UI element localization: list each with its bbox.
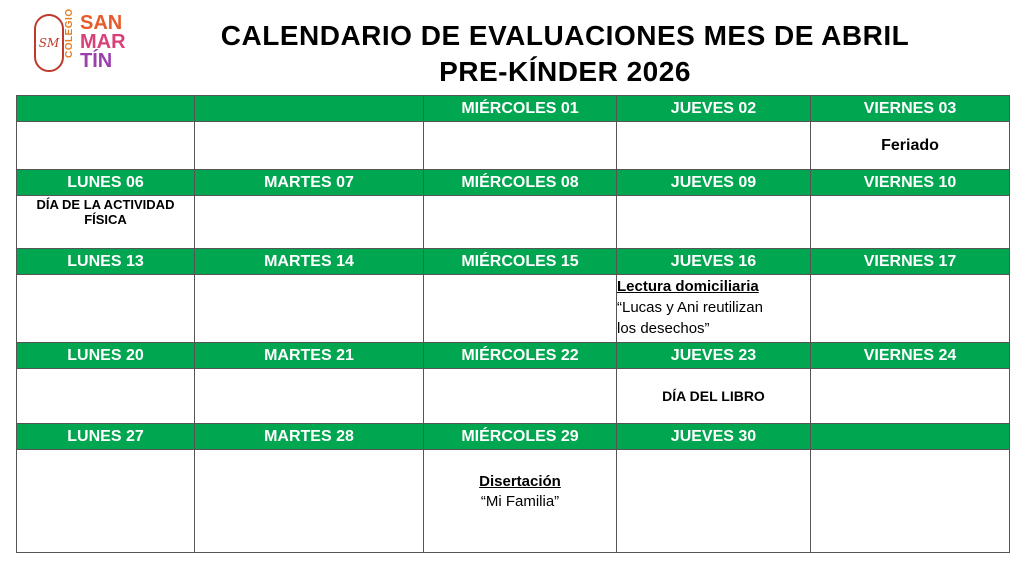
day-cell	[811, 122, 1010, 170]
day-cell	[617, 369, 811, 424]
day-cell	[195, 196, 424, 249]
day-cell	[17, 369, 195, 424]
logo-colegio-text: COLEGIO	[64, 8, 75, 58]
day-cell	[811, 196, 1010, 249]
day-cell	[424, 450, 617, 553]
event-actividad-fisica-line2: FÍSICA	[84, 212, 127, 227]
logo-word-2: MAR	[80, 31, 126, 53]
day-cell	[195, 122, 424, 170]
event-disertacion-line1: “Mi Familia”	[480, 493, 560, 510]
day-header: MIÉRCOLES 15	[424, 249, 617, 275]
day-header: LUNES 27	[17, 424, 195, 450]
week-header-row	[17, 96, 1010, 122]
day-header: VIERNES 10	[811, 170, 1010, 196]
page-subtitle: PRE-KÍNDER 2026	[439, 56, 691, 87]
day-cell	[424, 196, 617, 249]
week-body-row	[17, 450, 1010, 553]
week-header-row	[17, 170, 1010, 196]
day-header: LUNES 06	[17, 170, 195, 196]
calendar-table	[16, 95, 1010, 553]
day-header: MIÉRCOLES 08	[424, 170, 617, 196]
day-header: JUEVES 23	[617, 343, 811, 369]
week-header-row	[17, 424, 1010, 450]
school-logo	[34, 8, 144, 78]
event-feriado: Feriado	[881, 136, 939, 154]
day-header: VIERNES 17	[811, 249, 1010, 275]
logo-word-1: SAN	[80, 12, 123, 34]
day-header: VIERNES 24	[811, 343, 1010, 369]
event-disertacion-title: Disertación	[479, 473, 561, 490]
day-cell	[17, 275, 195, 343]
day-cell	[811, 275, 1010, 343]
day-header: MARTES 14	[195, 249, 424, 275]
week-header-row	[17, 249, 1010, 275]
day-header: MARTES 07	[195, 170, 424, 196]
day-cell	[617, 450, 811, 553]
week-body-row	[17, 369, 1010, 424]
week-body-row	[17, 275, 1010, 343]
day-cell	[195, 450, 424, 553]
day-header: LUNES 13	[17, 249, 195, 275]
page-title: CALENDARIO DE EVALUACIONES MES DE ABRIL	[220, 20, 910, 51]
day-header: JUEVES 30	[617, 424, 811, 450]
school-seal: SM	[34, 14, 64, 72]
week-body-row	[17, 196, 1010, 249]
day-cell	[811, 450, 1010, 553]
day-cell	[617, 275, 811, 343]
day-cell	[617, 122, 811, 170]
day-cell	[617, 196, 811, 249]
event-dia-del-libro: DÍA DEL LIBRO	[662, 387, 765, 404]
day-cell	[195, 369, 424, 424]
day-header: JUEVES 09	[617, 170, 811, 196]
week-header-row	[17, 343, 1010, 369]
day-cell	[424, 275, 617, 343]
day-cell	[17, 196, 195, 249]
day-cell	[811, 369, 1010, 424]
day-cell	[17, 450, 195, 553]
day-header: VIERNES 03	[811, 96, 1010, 122]
day-header	[811, 424, 1010, 450]
day-cell	[424, 122, 617, 170]
event-lectura-line2: los desechos”	[617, 320, 710, 337]
day-header: JUEVES 02	[617, 96, 811, 122]
logo-word-3: TÍN	[80, 50, 113, 72]
event-actividad-fisica-line1: DÍA DE LA ACTIVIDAD	[36, 197, 175, 212]
week-body-row	[17, 122, 1010, 170]
event-lectura-line1: “Lucas y Ani reutilizan	[617, 299, 763, 316]
day-cell	[195, 275, 424, 343]
day-header: MIÉRCOLES 29	[424, 424, 617, 450]
day-header: MARTES 28	[195, 424, 424, 450]
day-header: JUEVES 16	[617, 249, 811, 275]
day-cell	[424, 369, 617, 424]
day-header: MARTES 21	[195, 343, 424, 369]
day-header	[195, 96, 424, 122]
day-header: MIÉRCOLES 01	[424, 96, 617, 122]
day-header: MIÉRCOLES 22	[424, 343, 617, 369]
day-header: LUNES 20	[17, 343, 195, 369]
day-cell	[17, 122, 195, 170]
day-header	[17, 96, 195, 122]
event-lectura-title: Lectura domiciliaria	[617, 278, 759, 295]
